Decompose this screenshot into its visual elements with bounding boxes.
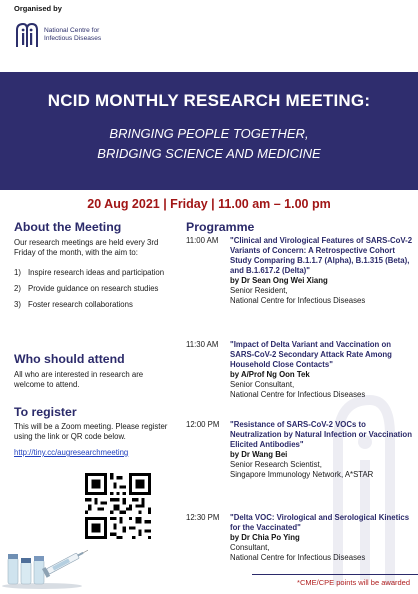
title-banner bbox=[0, 72, 418, 190]
ncid-logo bbox=[14, 20, 101, 50]
speaker-role: Consultant, bbox=[230, 543, 270, 552]
talk-speaker: by Dr Sean Ong Wei Xiang bbox=[230, 276, 328, 285]
talk-title: "Delta VOC: Virological and Serological Kinetics for the Vaccinated" bbox=[230, 513, 410, 532]
register-heading: To register bbox=[14, 405, 77, 419]
list-item bbox=[14, 284, 174, 294]
talk-title: "Impact of Delta Variant and Vaccination on SARS-CoV-2 Secondary Attack Rate Among Household Close Contacts" bbox=[230, 340, 392, 369]
talk-speaker: by Dr Wang Bei bbox=[230, 450, 288, 459]
speaker-role: Senior Resident, bbox=[230, 286, 288, 295]
banner-subtitle-line2: BRIDGING SCIENCE AND MEDICINE bbox=[97, 146, 321, 161]
speaker-role: Senior Consultant, bbox=[230, 380, 295, 389]
registration-qr-code[interactable] bbox=[85, 473, 151, 539]
ncid-logo-icon bbox=[14, 20, 40, 50]
speaker-role: Senior Research Scientist, bbox=[230, 460, 322, 469]
aim-number: 1) bbox=[14, 268, 21, 277]
who-section bbox=[14, 352, 174, 390]
talk-title: "Clinical and Virological Features of SARS-CoV-2 Variants of Concern: A Retrospective Cohort Study Comparing B.1.1.7 (Alpha), B.1.315 (Beta), and B.1.617.2 (Delta)" bbox=[230, 236, 413, 275]
org-name-line1: National Centre for bbox=[44, 27, 100, 34]
vaccine-vials-illustration bbox=[2, 524, 88, 590]
register-text: This will be a Zoom meeting. Please register using the link or QR code below. bbox=[14, 422, 168, 441]
talk-time: 11:00 AM bbox=[186, 236, 219, 245]
talk-title: "Resistance of SARS-CoV-2 VOCs to Neutralization by Natural Infection or Vaccination Elicited Antibodies" bbox=[230, 420, 412, 449]
speaker-org: Singapore Immunology Network, A*STAR bbox=[230, 470, 374, 479]
banner-subtitle bbox=[0, 124, 418, 164]
registration-link[interactable]: http://tiny.cc/augresearchmeeting bbox=[14, 448, 129, 457]
programme-section bbox=[186, 220, 413, 562]
aims-list bbox=[14, 268, 174, 310]
banner-subtitle-line1: BRINGING PEOPLE TOGETHER, bbox=[109, 126, 309, 141]
banner-title: NCID MONTHLY RESEARCH MEETING: bbox=[47, 91, 371, 110]
talk-time: 12:30 PM bbox=[186, 513, 220, 522]
talk-time: 11:30 AM bbox=[186, 340, 219, 349]
speaker-org: National Centre for Infectious Diseases bbox=[230, 390, 366, 399]
about-intro: Our research meetings are held every 3rd Friday of the month, with the aim to: bbox=[14, 238, 159, 257]
cme-note: *CME/CPE points will be awarded bbox=[297, 578, 410, 587]
register-section bbox=[14, 405, 174, 460]
talk-time: 12:00 PM bbox=[186, 420, 220, 429]
ncid-watermark-icon bbox=[330, 380, 415, 590]
event-date-time: 20 Aug 2021 | Friday | 11.00 am – 1.00 pm bbox=[87, 197, 331, 211]
talk-speaker: by A/Prof Ng Oon Tek bbox=[230, 370, 310, 379]
org-name bbox=[44, 27, 101, 43]
speaker-org: National Centre for Infectious Diseases bbox=[230, 553, 366, 562]
aim-text: Inspire research ideas and participation bbox=[28, 268, 165, 277]
organised-by-label: Organised by bbox=[14, 4, 62, 13]
talk-details bbox=[230, 236, 414, 306]
footer-divider bbox=[252, 574, 418, 575]
programme-heading: Programme bbox=[186, 220, 255, 234]
talk-speaker: by Dr Chia Po Ying bbox=[230, 533, 300, 542]
speaker-org: National Centre for Infectious Diseases bbox=[230, 296, 366, 305]
aim-text: Foster research collaborations bbox=[28, 300, 133, 309]
list-item bbox=[14, 300, 174, 310]
aim-number: 3) bbox=[14, 300, 21, 309]
who-heading: Who should attend bbox=[14, 352, 125, 366]
org-name-line2: Infectious Diseases bbox=[44, 35, 102, 42]
list-item bbox=[14, 268, 174, 278]
programme-item bbox=[186, 236, 414, 306]
aim-text: Provide guidance on research studies bbox=[28, 284, 159, 293]
about-heading: About the Meeting bbox=[14, 220, 122, 234]
about-section bbox=[14, 220, 174, 316]
who-text: All who are interested in research are welcome to attend. bbox=[14, 370, 144, 389]
aim-number: 2) bbox=[14, 284, 21, 293]
